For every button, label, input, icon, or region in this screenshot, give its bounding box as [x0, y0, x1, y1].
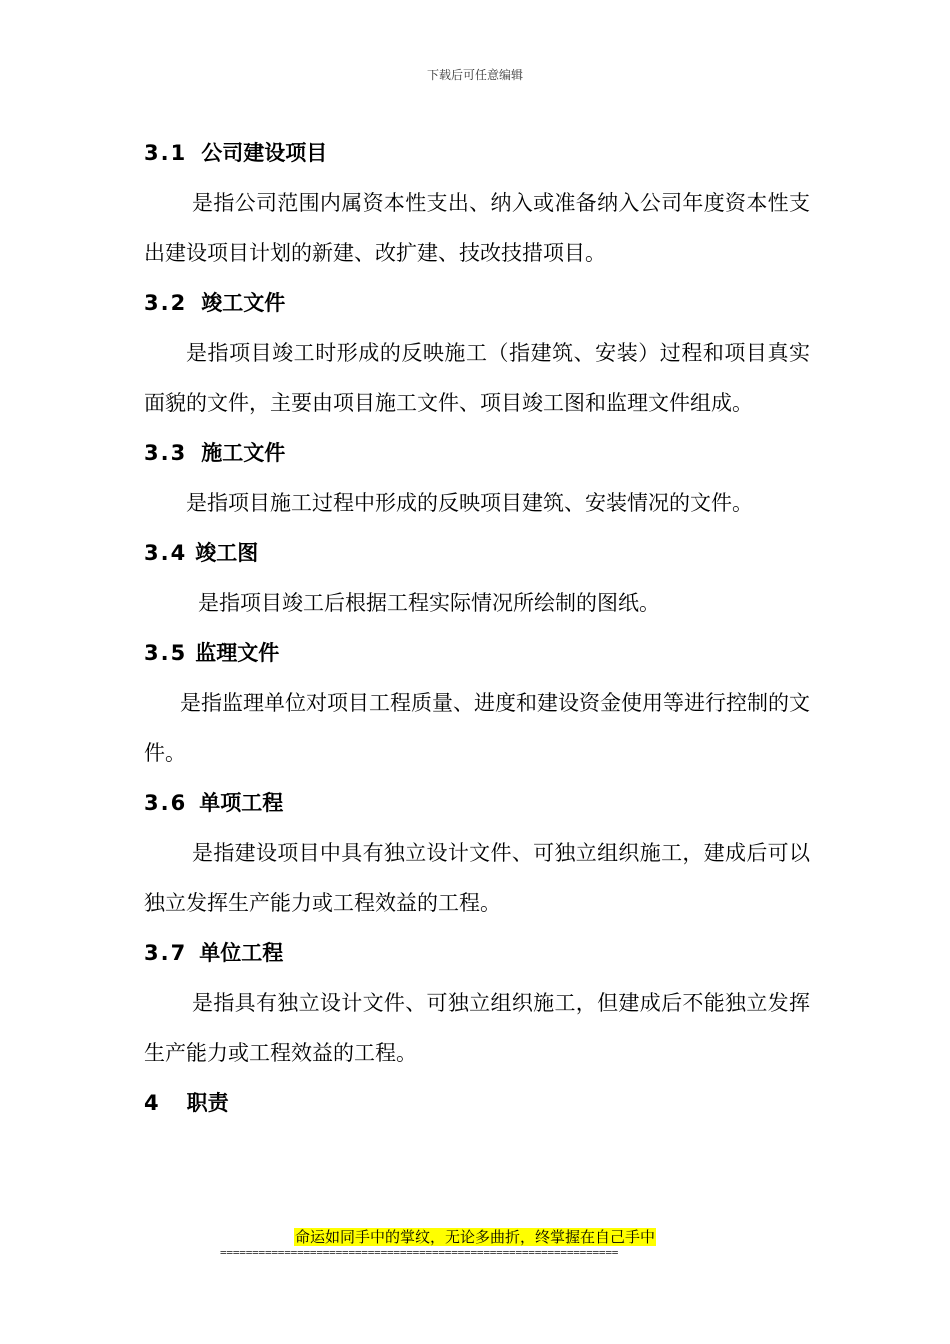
- section-paragraph: 是指项目竣工后根据工程实际情况所绘制的图纸。: [198, 591, 660, 615]
- section-heading: [144, 778, 810, 828]
- section-title: 单项工程: [199, 791, 284, 815]
- section-number: 3.7: [144, 941, 188, 965]
- section-title: 职责: [186, 1091, 229, 1115]
- section-title: 竣工图: [195, 541, 259, 565]
- section-heading-final: [144, 1078, 810, 1128]
- section-heading: [144, 128, 810, 178]
- section-number: 3.4: [144, 541, 188, 565]
- footer-motto: [0, 1226, 950, 1247]
- section-heading: [144, 528, 810, 578]
- section-paragraph: 是指具有独立设计文件、可独立组织施工，但建成后不能独立发挥生产能力或工程效益的工程。: [144, 991, 810, 1065]
- footer-motto-text: 命运如同手中的掌纹，无论多曲折，终掌握在自己手中: [294, 1228, 655, 1246]
- section-heading: [144, 628, 810, 678]
- section-heading: [144, 278, 810, 328]
- section-number: 3.3: [144, 441, 188, 465]
- section-number: 4: [144, 1091, 161, 1115]
- section-number: 3.6: [144, 791, 188, 815]
- section-number: 3.1: [144, 141, 188, 165]
- section-title: 竣工文件: [201, 291, 286, 315]
- section-paragraph: 是指监理单位对项目工程质量、进度和建设资金使用等进行控制的文件。: [144, 691, 810, 765]
- section-title: 单位工程: [199, 941, 284, 965]
- section-number: 3.5: [144, 641, 188, 665]
- section-number: 3.2: [144, 291, 188, 315]
- section-title: 公司建设项目: [201, 141, 328, 165]
- section-heading: [144, 428, 810, 478]
- section-title: 施工文件: [201, 441, 286, 465]
- section-title: 监理文件: [195, 641, 280, 665]
- section-heading: [144, 928, 810, 978]
- header-note: 下载后可任意编辑: [426, 68, 523, 82]
- section-paragraph: 是指公司范围内属资本性支出、纳入或准备纳入公司年度资本性支出建设项目计划的新建、改扩建、技改技措项目。: [144, 191, 810, 265]
- document-body: [144, 128, 810, 1128]
- footer-rule: ==============================================================: [220, 1246, 619, 1259]
- section-paragraph: 是指项目施工过程中形成的反映项目建筑、安装情况的文件。: [186, 491, 753, 515]
- section-paragraph: 是指建设项目中具有独立设计文件、可独立组织施工，建成后可以独立发挥生产能力或工程效益的工程。: [144, 841, 810, 915]
- section-paragraph: 是指项目竣工时形成的反映施工（指建筑、安装）过程和项目真实面貌的文件，主要由项目施工文件、项目竣工图和监理文件组成。: [144, 341, 810, 415]
